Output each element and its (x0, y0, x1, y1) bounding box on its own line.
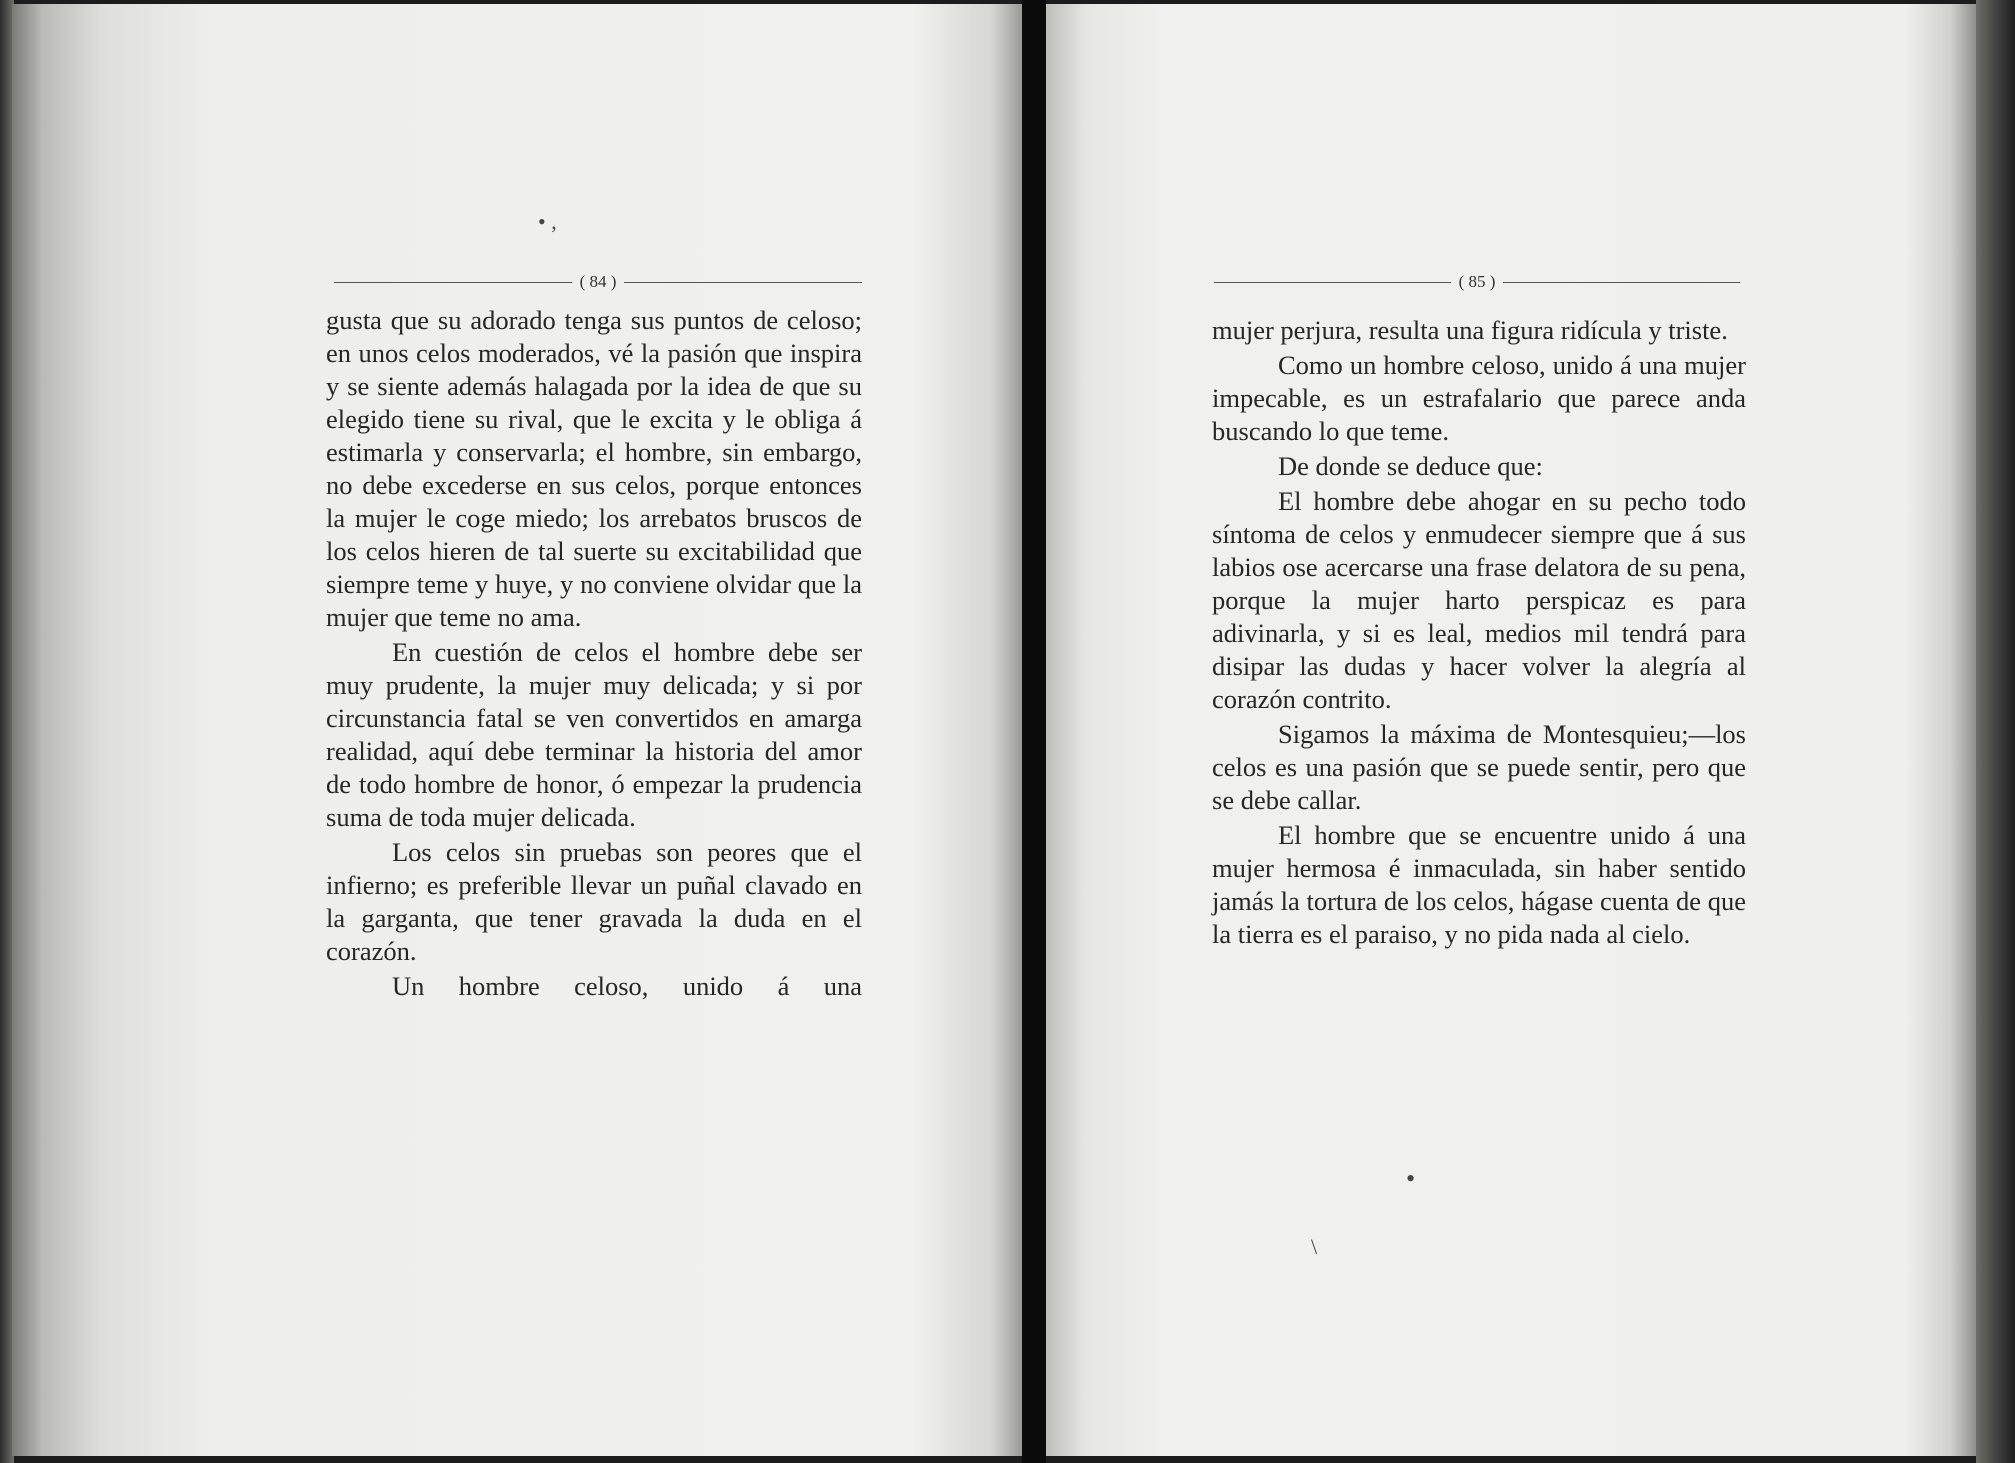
paragraph: Sigamos la máxima de Montesquieu;—los celos es una pasión que se puede sentir, pero que se debe callar. (1212, 719, 1746, 815)
header-rule (1503, 282, 1740, 283)
paragraph: El hombre que se encuentre unido á una mujer hermosa é inmaculada, sin haber sentido jamás la tortura de los celos, hágase cuenta de que la tierra es el paraiso, y no pida nada al cielo. (1212, 820, 1746, 949)
paragraph: Un hombre celoso, unido á una (392, 971, 862, 1001)
paragraph: De donde se deduce que: (1278, 451, 1543, 481)
right-page-body (1212, 314, 1746, 951)
left-page-header (334, 272, 862, 292)
left-page-body (326, 304, 862, 1003)
ink-speck: • , (538, 209, 557, 234)
paragraph: El hombre debe ahogar en su pecho todo síntoma de celos y enmudecer siempre que á sus labios ose acercarse una frase delatora de su pena, porque la mujer harto perspicaz es para adivinarla, y si es leal, medios mil tendrá para disipar las dudas y hacer volver la alegría al corazón contrito. (1212, 486, 1746, 714)
paragraph: gusta que su adorado tenga sus puntos de celoso; en unos celos moderados, vé la pasión que inspira y se siente además halagada por la idea de que su elegido tiene su rival, que le excita y le obliga á estimarla y conservarla; el hombre, sin embargo, no debe excederse en sus celos, porque entonces la mujer le coge miedo; los arrebatos bruscos de los celos hieren de tal suerte su excitabilidad que siempre teme y huye, y no conviene olvidar que la mujer que teme no ama. (326, 305, 862, 632)
paragraph: Los celos sin pruebas son peores que el infierno; es preferible llevar un puñal clavado en la garganta, que tener gravada la duda en el corazón. (326, 837, 862, 966)
paragraph: mujer perjura, resulta una figura ridícula y triste. (1212, 315, 1728, 345)
header-rule (334, 282, 572, 283)
right-page-header (1214, 272, 1740, 292)
header-rule (624, 282, 862, 283)
left-page (12, 4, 1022, 1456)
left-page-number: ( 84 ) (579, 272, 617, 291)
right-page-number: ( 85 ) (1458, 272, 1496, 291)
ink-speck: • (1406, 1164, 1416, 1193)
ink-speck: \ (1311, 1234, 1318, 1259)
header-rule (1214, 282, 1451, 283)
book-edge-right (1976, 0, 2015, 1463)
paragraph: Como un hombre celoso, unido á una mujer impecable, es un estrafalario que parece anda buscando lo que teme. (1212, 350, 1746, 446)
right-page (1046, 4, 1976, 1456)
paragraph: En cuestión de celos el hombre debe ser muy prudente, la mujer muy delicada; y si por circunstancia fatal se ven convertidos en amarga realidad, aquí debe terminar la historia del amor de todo hombre de honor, ó empezar la prudencia suma de toda mujer delicada. (326, 637, 862, 832)
book-gutter (1022, 0, 1046, 1463)
